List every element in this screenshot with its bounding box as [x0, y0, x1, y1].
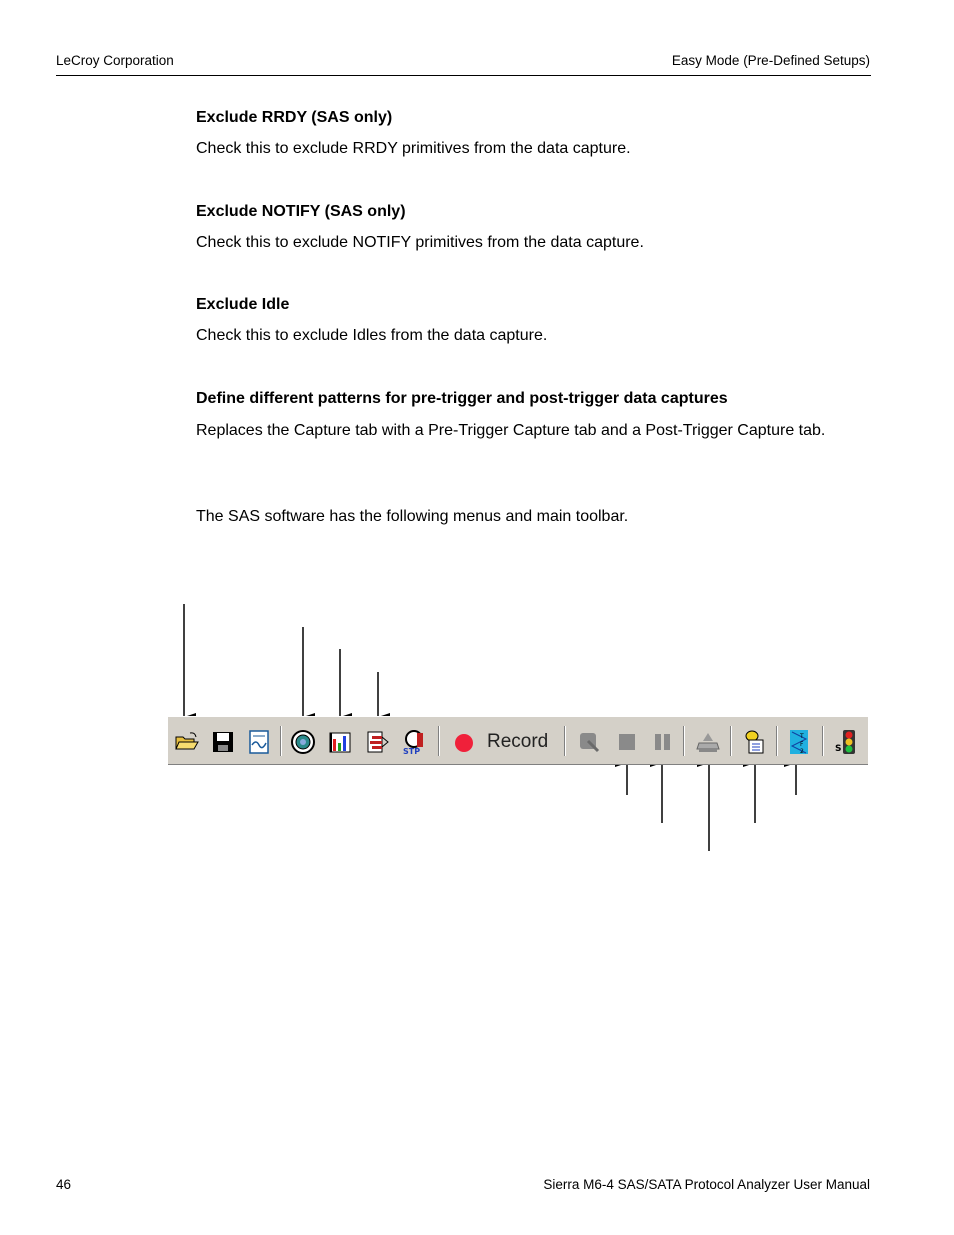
spec-view-icon[interactable]: [786, 729, 812, 755]
toolbar-separator: [822, 726, 824, 756]
toolbar-separator: [280, 726, 282, 756]
traffic-light-icon[interactable]: [834, 729, 860, 755]
search-icon[interactable]: [400, 729, 426, 755]
stop-icon[interactable]: [614, 729, 640, 755]
toolbar-separator: [564, 726, 566, 756]
report-icon[interactable]: [246, 729, 272, 755]
header-section: Easy Mode (Pre-Defined Setups): [671, 53, 870, 68]
section-body-exclude-idle: Check this to exclude Idles from the data capture.: [196, 327, 548, 344]
toolbar-separator: [730, 726, 732, 756]
upload-icon[interactable]: [695, 729, 721, 755]
manual-title: Sierra M6-4 SAS/SATA Protocol Analyzer User Manual: [543, 1177, 870, 1192]
toolbar-separator: [776, 726, 778, 756]
section-body-define-patterns: Replaces the Capture tab with a Pre-Trigger Capture tab and a Post-Trigger Capture tab.: [196, 422, 826, 439]
svg-text:S: S: [835, 744, 842, 754]
section-body-exclude-notify: Check this to exclude NOTIFY primitives from the data capture.: [196, 234, 644, 251]
toolbar-intro: The SAS software has the following menus and main toolbar.: [196, 508, 629, 525]
bus-engine-icon[interactable]: [742, 729, 768, 755]
save-disk-icon[interactable]: [210, 729, 236, 755]
section-body-exclude-rrdy: Check this to exclude RRDY primitives from the data capture.: [196, 140, 631, 157]
svg-text:F: F: [800, 741, 804, 748]
section-title-exclude-notify: Exclude NOTIFY (SAS only): [196, 203, 406, 220]
filter-icon[interactable]: [364, 729, 390, 755]
record-button-label[interactable]: Record: [487, 731, 549, 752]
section-title-exclude-rrdy: Exclude RRDY (SAS only): [196, 109, 393, 126]
main-toolbar: [168, 716, 868, 765]
svg-text:2: 2: [800, 748, 804, 755]
open-folder-icon[interactable]: [174, 729, 200, 755]
section-title-exclude-idle: Exclude Idle: [196, 296, 290, 313]
header-company: LeCroy Corporation: [56, 53, 174, 68]
section-title-define-patterns: Define different patterns for pre-trigger and post-trigger data captures: [196, 390, 728, 407]
toolbar-separator: [683, 726, 685, 756]
toolbar-separator: [438, 726, 440, 756]
page-number: 46: [56, 1177, 72, 1192]
pause-icon[interactable]: [650, 729, 676, 755]
svg-text:T: T: [800, 733, 804, 740]
stats-chart-icon[interactable]: [327, 729, 353, 755]
svg-text:STP: STP: [403, 747, 421, 755]
analyzer-icon[interactable]: [290, 729, 316, 755]
record-icon[interactable]: [455, 734, 473, 752]
settings-icon[interactable]: [576, 729, 602, 755]
